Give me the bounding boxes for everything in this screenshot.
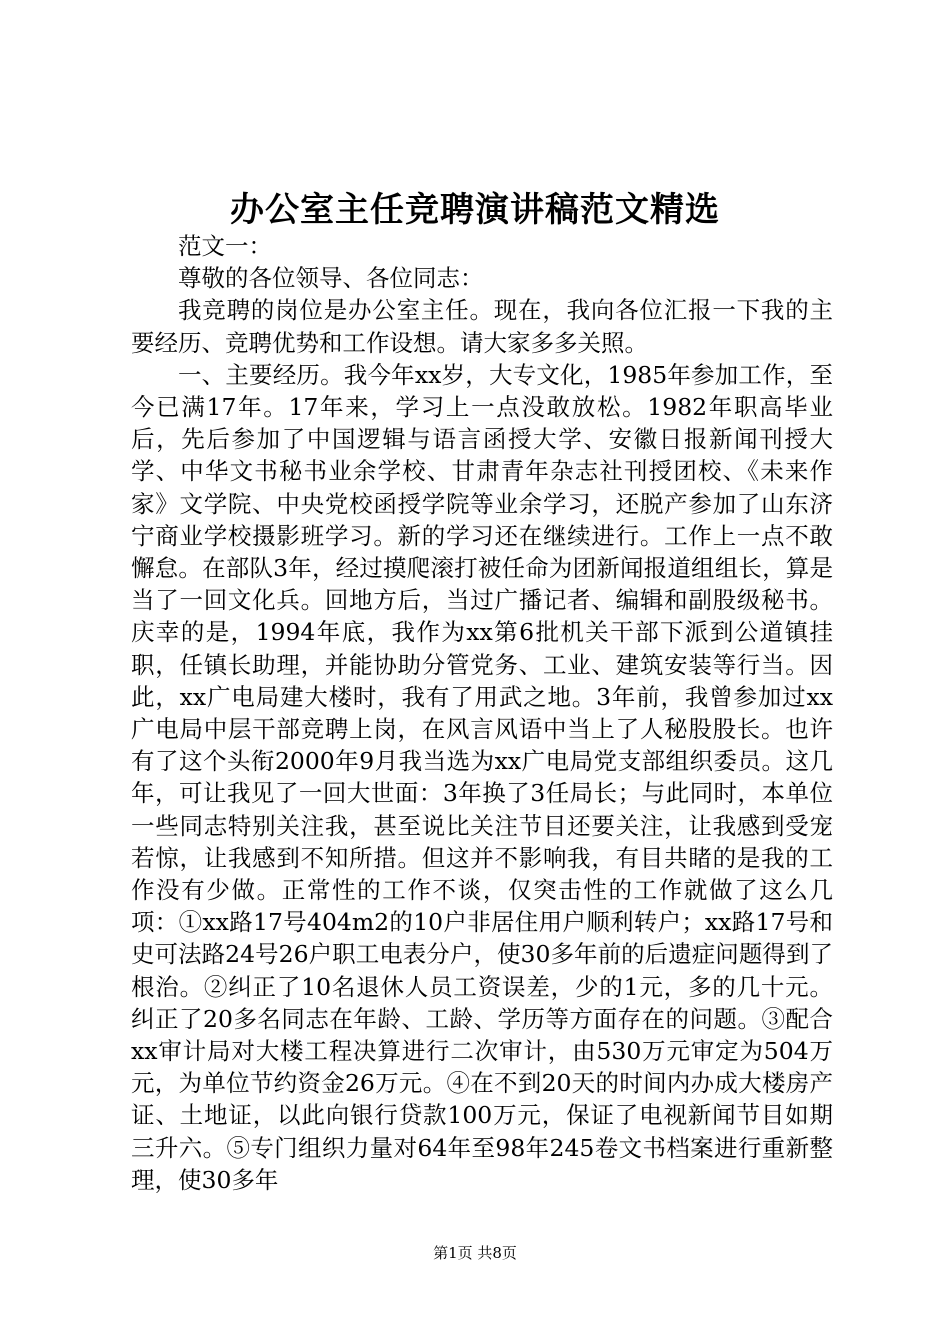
document-title: 办公室主任竞聘演讲稿范文精选 — [230, 190, 720, 230]
paragraph-main-experience: 一、主要经历。我今年xx岁，大专文化，1985年参加工作，至今已满17年。17年来，学习上一点没敢放松。1982年职高毕业后，先后参加了中国逻辑与语言函授大学、安徽日报新闻刊授大学、中华文书秘书业余学校、甘肃青年杂志社刊授团校、《未来作家》文学院、中央党校函授学院等业余学习，还脱产参加了山东济宁商业学校摄影班学习。新的学习还在继续进行。工作上一点不敢懈怠。在部队3年，经过摸爬滚打被任命为团新闻报道组组长，算是当了一回文化兵。回地方后，当过广播记者、编辑和副股级秘书。庆幸的是，1994年底，我作为xx第6批机关干部下派到公道镇挂职，任镇长助理，并能协助分管党务、工业、建筑安装等行当。因此，xx广电局建大楼时，我有了用武之地。3年前，我曾参加过xx广电局中层干部竞聘上岗，在风言风语中当上了人秘股股长。也许有了这个头衔2000年9月我当选为xx广电局党支部组织委员。这几年，可让我见了一回大世面：3年换了3任局长；与此同时，本单位一些同志特别关注我，甚至说比关注节目还要关注，让我感到受宠若惊，让我感到不知所措。但这并不影响我，有目共睹的是我的工作没有少做。正常性的工作不谈，仅突击性的工作就做了这么几项：①xx路17号404m2的10户非居住用户顺利转户；xx路17号和史可法路24号26户职工电表分户，使30多年前的后遗症问题得到了根治。②纠正了10名退休人员工资误差，少的1元，多的几十元。纠正了20多名同志在年龄、工龄、学历等方面存在的问题。③配合xx审计局对大楼工程决算进行二次审计，由530万元审定为504万元，为单位节约资金26万元。④在不到20天的时间内办成大楼房产证、土地证，以此向银行贷款100万元，保证了电视新闻节目如期三升六。⑤专门组织力量对64年至98年245卷文书档案进行重新整理，使30多年 — [131, 360, 833, 1194]
document-body — [131, 230, 833, 1196]
paragraph-heading-sample: 范文一： — [178, 232, 272, 260]
paragraph-salutation: 尊敬的各位领导、各位同志： — [178, 264, 484, 293]
page-number-footer: 第1页 共8页 — [433, 1244, 517, 1262]
paragraph-intro: 我竞聘的岗位是办公室主任。现在，我向各位汇报一下我的主要经历、竞聘优势和工作设想。请大家多多关照。 — [131, 296, 833, 357]
